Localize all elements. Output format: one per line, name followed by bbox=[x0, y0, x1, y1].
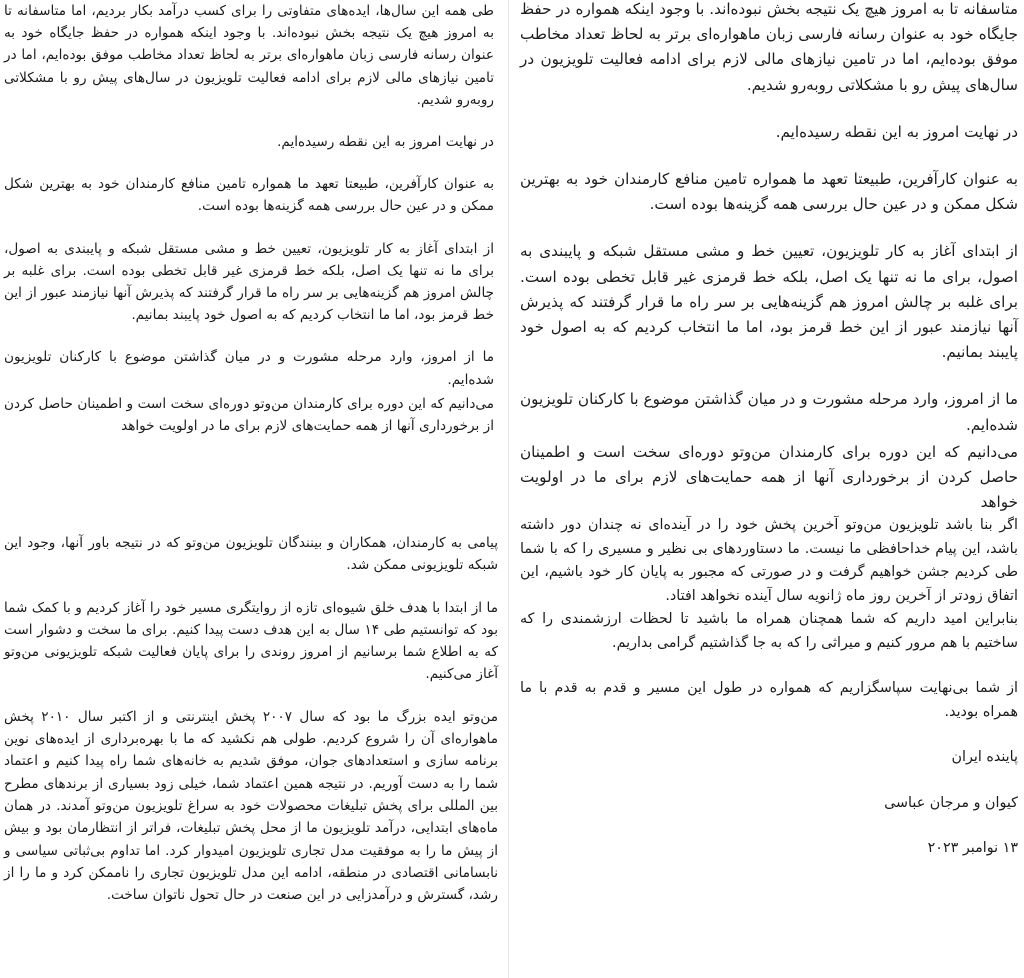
paragraph-consultation: ما از امروز، وارد مرحله مشورت و در میان گذاشتن موضوع با کارکنان تلویزیون شده‌ایم. bbox=[520, 390, 1018, 434]
letter-fragment-left-top bbox=[0, 0, 502, 512]
paragraph-message-to-staff: پیامی به کارمندان، همکاران و بینندگان تلویزیون من‌وتو که در نتیجه باور آنها، وجود این شبکه تلویزیونی ممکن شد. bbox=[4, 535, 498, 574]
paragraph-reached-point: در نهایت امروز به این نقطه رسیده‌ایم. bbox=[277, 134, 494, 151]
paragraph-revenue: متاسفانه تا به امروز هیچ یک نتیجه بخش نبوده‌اند. با وجود اینکه همواره در حفظ جایگاه خود به عنوان رسانه فارسی زبان ماهواره‌ای برتر به لحاظ تعداد مخاطب موفق بوده‌ایم، اما در تامین نیازهای مالی لازم برای ادامه فعالیت تلویزیون در سال‌های پیش رو با مشکلاتی روبه‌رو شدیم. bbox=[520, 0, 1018, 94]
letter-fragment-left-bottom bbox=[0, 524, 506, 978]
paragraph-not-goodbye: اگر بنا باشد تلویزیون من‌وتو آخرین پخش خود را در آینده‌ای نه چندان دور داشته باشد، این پیام خداحافظی ما نیست. ما دستاوردهای بی نظیر و مسیری را که با شما طی کردیم جشن خواهیم گرفت و در صورتی که مجبور به پایان کار خود باشیم، این اتفاق زودتر از آخرین روز ماه ژانویه سال آینده نخواهد افتاد. bbox=[520, 517, 1018, 604]
paragraph-employer-commitment: به عنوان کارآفرین، طبیعتا تعهد ما همواره تامین منافع کارمندان خود به بهترین شکل ممکن و در عین حال بررسی همه گزینه‌ها بوده است. bbox=[4, 176, 494, 215]
paragraph-red-line: از ابتدای آغاز به کار تلویزیون، تعیین خط و مشی مستقل شبکه و پایبندی به اصول، برای ما نه تنها یک اصل، بلکه خط قرمزی غیر قابل تخطی بوده است. برای غلبه بر چالش امروز هم گزینه‌هایی بر سر راه ما قرار گرفتند که پذیرش آنها نیازمند عبور از این خط قرمز بود، اما ما انتخاب کردیم که به اصول خود پایبند بمانیم. bbox=[520, 242, 1018, 362]
paragraph-history: من‌وتو ایده بزرگ ما بود که سال ۲۰۰۷ پخش اینترنتی و از اکتبر سال ۲۰۱۰ پخش ماهواره‌ای آن را شروع کردیم. طولی هم نکشید که ما با بهره‌برداری از ایده‌های نوین برنامه سازی و استعدادهای جوان، موفق شدیم به خانه‌های شما راه پیدا کنیم و اعتماد شما را به دست آوریم. در نتیجه همین اعتماد شما، خیلی زود بسیاری از برندهای مطرح بین المللی برای پخش تبلیغات محصولات خود به سراغ تلویزیون من‌وتو آمدند. در همان ماه‌های ابتدایی، درآمد تلویزیون ما از محل پخش تبلیغات، فراتر از انتظارمان بود و بیش از پیش ما را به موفقیت مدل تجاری تلویزیون امیدوار کرد. اما تداوم بی‌ثباتی سیاسی و نابسامانی اقتصادی در منطقه، ادامه این مدل تلویزیون تجاری را ناممکن کرد و ما را از رشد، گسترش و درآمدزایی در این صنعت در حال تحول ناتوان ساخت. bbox=[4, 708, 499, 904]
paragraph-thanks: از شما بی‌نهایت سپاسگزاریم که همواره در طول این مسیر و قدم به قدم با ما همراه بودید. bbox=[520, 680, 1018, 720]
paragraph-red-line: از ابتدای آغاز به کار تلویزیون، تعیین خط و مشی مستقل شبکه و پایبندی به اصول، برای ما نه تنها یک اصل، بلکه خط قرمزی غیر قابل تخطی بوده است. برای غلبه بر چالش امروز هم گزینه‌هایی بر سر راه ما قرار گرفتند که پذیرش آنها نیازمند عبور از این خط قرمز بود، اما ما انتخاب کردیم که به اصول خود پایبند بمانیم. bbox=[4, 240, 494, 324]
paragraph-revenue: طی همه این سال‌ها، ایده‌های متفاوتی را برای کسب درآمد بکار بردیم، اما متاسفانه تا به امروز هیچ یک نتیجه بخش نبوده‌اند. با وجود اینکه همواره در حفظ جایگاه خود به عنوان رسانه فارسی زبان ماهواره‌ای برتر به لحاظ تعداد مخاطب موفق بوده‌ایم، اما در تامین نیازهای مالی لازم برای ادامه فعالیت تلویزیون در سال‌های پیش رو با مشکلاتی روبه‌رو شدیم. bbox=[4, 3, 494, 108]
column-divider bbox=[508, 0, 509, 978]
signature: کیوان و مرجان عباسی bbox=[884, 794, 1018, 811]
paragraph-employer-commitment: به عنوان کارآفرین، طبیعتا تعهد ما همواره تامین منافع کارمندان خود به بهترین شکل ممکن و در عین حال بررسی همه گزینه‌ها بوده است. bbox=[520, 170, 1018, 214]
paragraph-hope: بنابراین امید داریم که شما همچنان همراه ما باشید تا لحظات ارزشمندی را که ساختیم با هم مرور کنیم و میراثی را که به جا گذاشتیم گرامی بداریم. bbox=[520, 611, 1018, 651]
paragraph-reached-point: در نهایت امروز به این نقطه رسیده‌ایم. bbox=[775, 122, 1018, 141]
paragraph-ending-activity: ما از ابتدا با هدف خلق شیوه‌ای تازه از روایتگری مسیر خود را آغاز کردیم و با کمک شما بود که توانستیم طی ۱۴ سال به این هدف دست پیدا کنیم. برای ما سخت و دشوار است که به اطلاع شما برسانیم از امروز روندی را برای پایان فعالیت شبکه تلویزیونی من‌وتو آغاز می‌کنیم. bbox=[4, 599, 498, 683]
closing-line: پاینده ایران bbox=[951, 749, 1018, 765]
letter-fragment-right-bottom bbox=[514, 512, 1024, 978]
paragraph-consultation: ما از امروز، وارد مرحله مشورت و در میان گذاشتن موضوع با کارکنان تلویزیون شده‌ایم. bbox=[4, 349, 494, 388]
letter-fragment-right-top bbox=[514, 0, 1024, 512]
paragraph-support-priority: می‌دانیم که این دوره برای کارمندان من‌وتو دوره‌ای سخت است و اطمینان حاصل کردن از برخورداری آنها از همه حمایت‌های لازم برای ما در اولویت خواهد bbox=[4, 395, 494, 435]
paragraph-support-priority: می‌دانیم که این دوره برای کارمندان من‌وتو دوره‌ای سخت است و اطمینان حاصل کردن از برخورداری آنها از همه حمایت‌های لازم برای ما در اولویت خواهد bbox=[520, 442, 1018, 512]
date-line: ۱۳ نوامبر ۲۰۲۳ bbox=[927, 840, 1018, 856]
